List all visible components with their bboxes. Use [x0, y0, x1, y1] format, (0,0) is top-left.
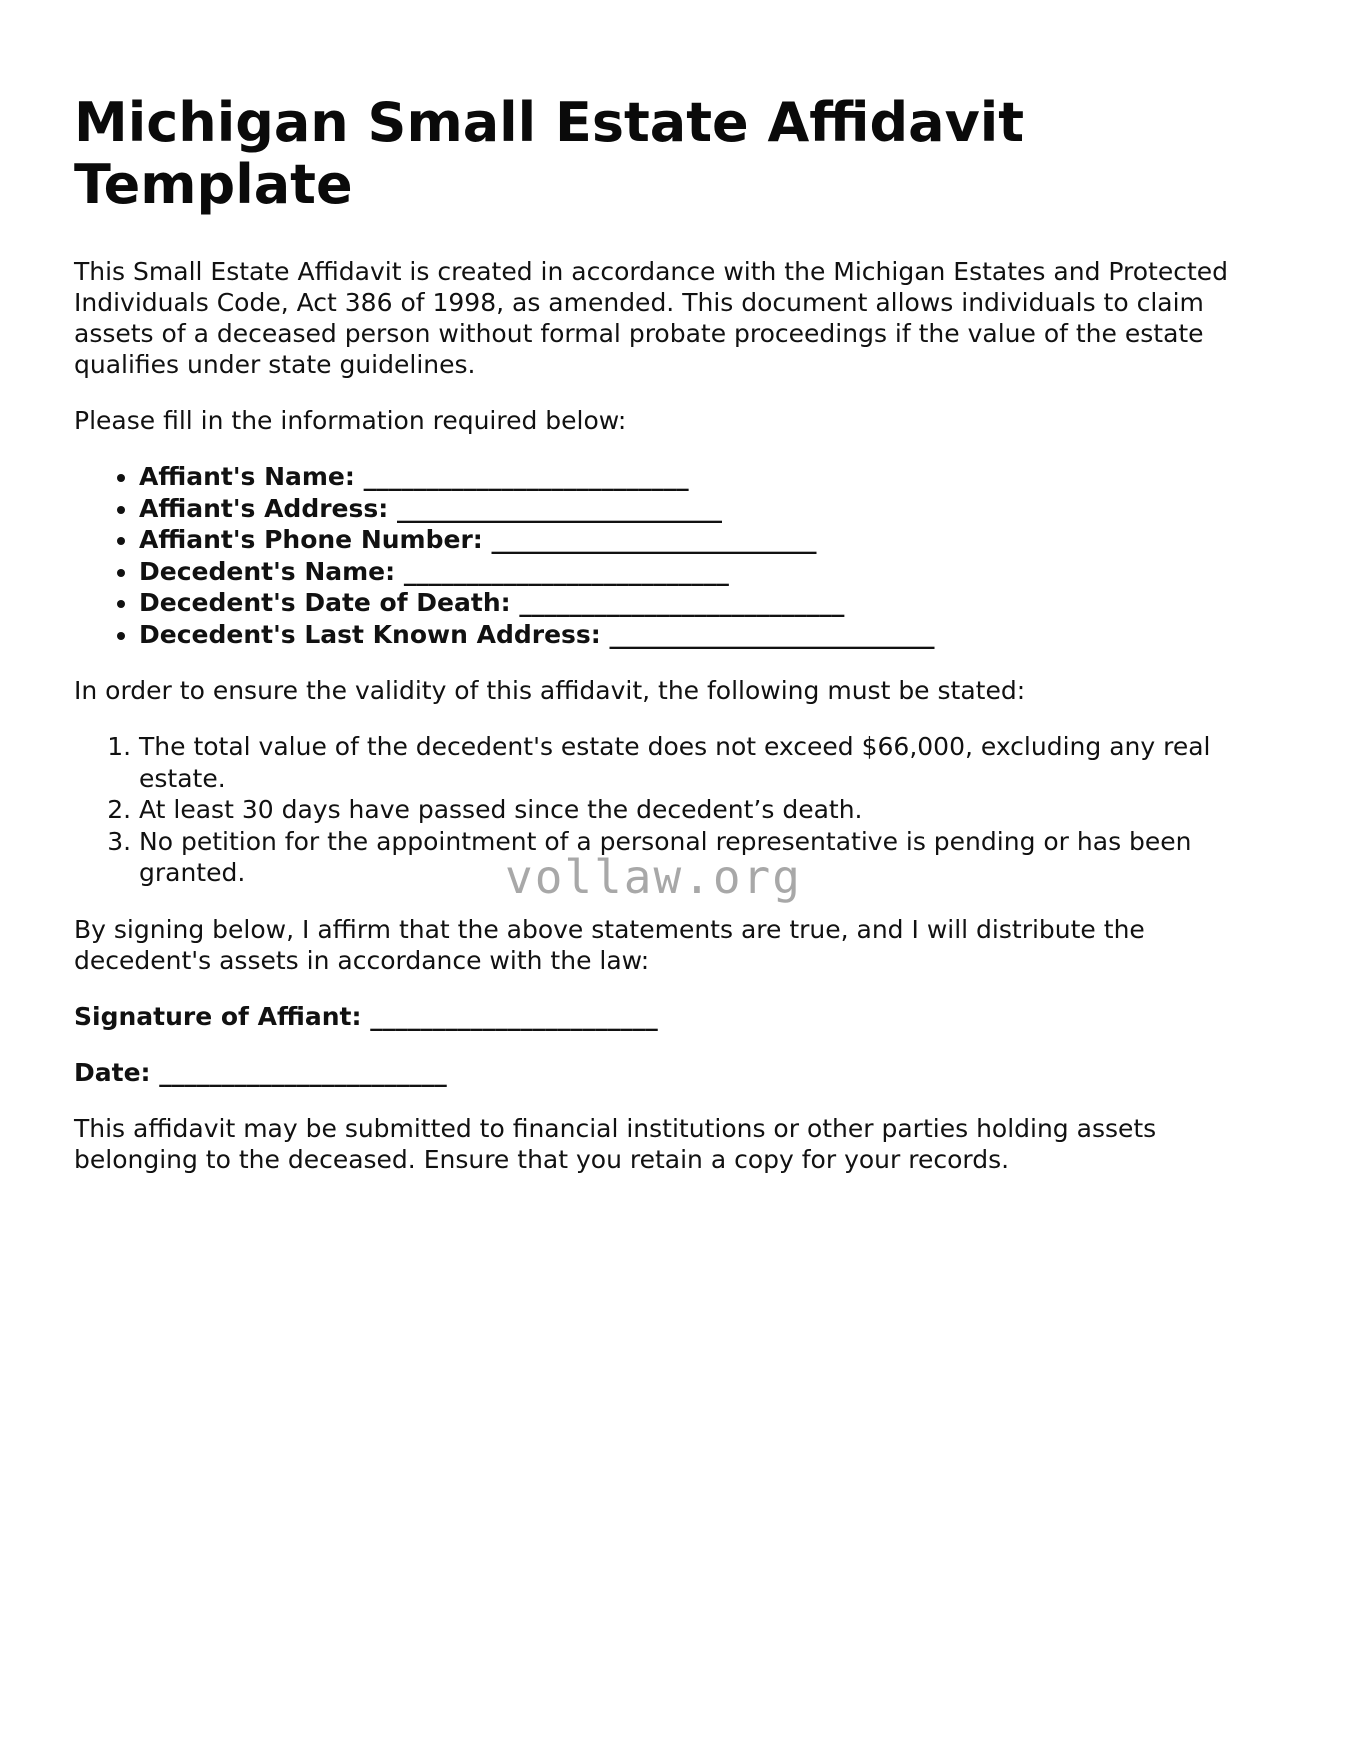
fill-blank[interactable]: __________________________ — [491, 525, 817, 554]
fill-blank[interactable]: __________________________ — [403, 556, 729, 586]
fill-blank[interactable]: __________________________ — [609, 619, 935, 649]
list-item — [139, 493, 1274, 525]
document-page — [74, 92, 1274, 1200]
field-label: Affiant's Address: — [139, 493, 389, 523]
field-label: Decedent's Name: — [139, 556, 396, 586]
signature-line — [74, 1001, 1274, 1032]
watermark: vollaw.org — [505, 850, 802, 904]
list-item: 1. The total value of the decedent's estate does not exceed $66,000, excluding any real estate. — [139, 731, 1274, 794]
date-label: Date: — [74, 1057, 151, 1087]
field-label: Decedent's Last Known Address: — [139, 619, 601, 649]
signature-label: Signature of Affiant: — [74, 1001, 362, 1031]
fill-blank[interactable]: __________________________ — [519, 588, 845, 617]
list-item — [139, 461, 1274, 493]
list-item: 3. No petition for the appointment of a personal representative is pending or has been granted. — [139, 826, 1274, 889]
field-label: Affiant's Phone Number: — [139, 525, 483, 554]
field-label: Affiant's Name: — [139, 462, 355, 491]
list-item — [139, 619, 1274, 651]
list-item — [139, 524, 1274, 556]
field-list — [74, 461, 1274, 650]
page-title: Michigan Small Estate Affidavit Template — [74, 91, 1025, 216]
validity-prompt: In order to ensure the validity of this affidavit, the following must be stated: — [74, 676, 1026, 705]
list-item: 2. At least 30 days have passed since the decedent’s death. — [139, 794, 1274, 826]
closing-paragraph: This affidavit may be submitted to financial institutions or other parties holding assets belonging to the deceased. Ensure that you retain a copy for your records. — [74, 1113, 1157, 1174]
field-label: Decedent's Date of Death: — [139, 588, 511, 617]
fill-blank[interactable]: __________________________ — [363, 462, 689, 491]
list-item — [139, 587, 1274, 619]
date-blank[interactable]: _______________________ — [159, 1057, 447, 1087]
fill-blank[interactable]: __________________________ — [397, 493, 722, 523]
signature-blank[interactable]: _______________________ — [370, 1001, 658, 1031]
affirmation-paragraph: By signing below, I affirm that the above statements are true, and I will distribute the decedent's assets in accordance with the law: — [74, 914, 1145, 975]
fill-prompt: Please fill in the information required below: — [74, 406, 627, 435]
date-line — [74, 1057, 1274, 1088]
list-item — [139, 556, 1274, 588]
intro-paragraph: This Small Estate Affidavit is created in accordance with the Michigan Estates and Protected Individuals Code, Act 386 of 1998, as amended. This document allows individuals to claim assets of a deceased person without formal probate proceedings if the value of the estate qualifies under state guidelines. — [74, 257, 1229, 379]
